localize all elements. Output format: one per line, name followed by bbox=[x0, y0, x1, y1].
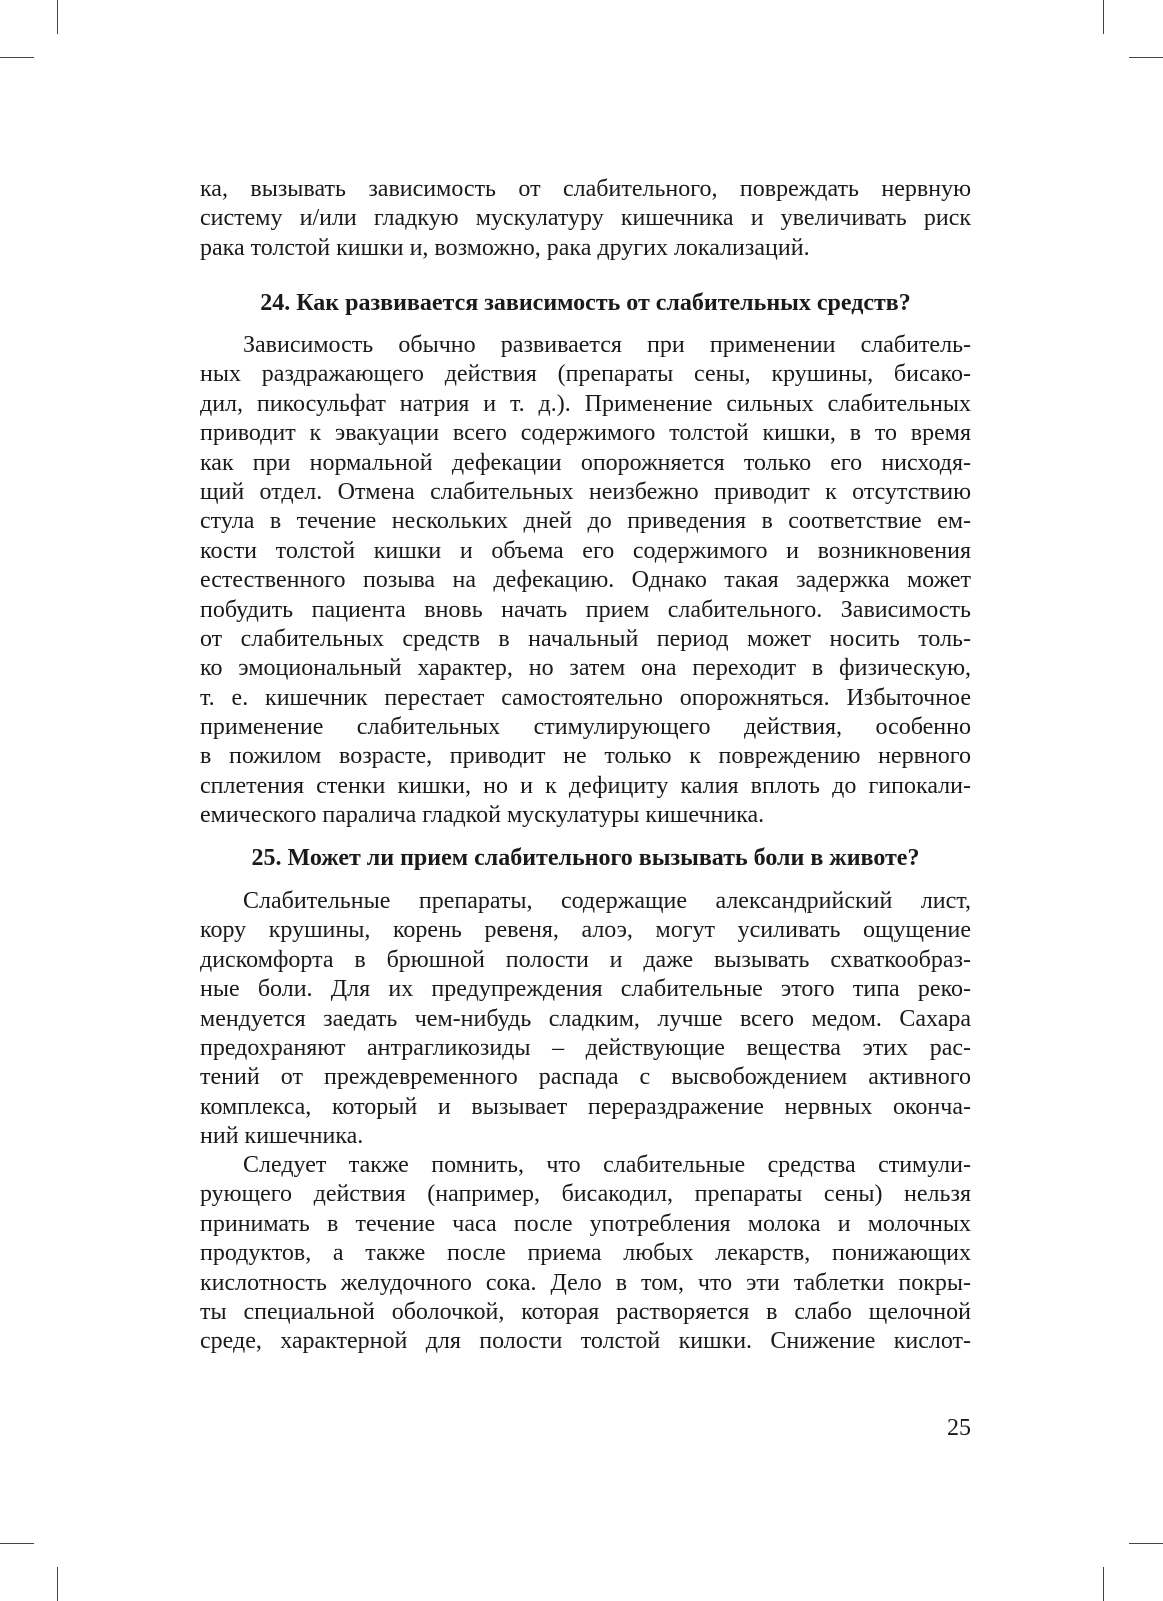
text-line: рующего действия (например, бисакодил, препараты сены) нельзя bbox=[200, 1181, 971, 1208]
text-line: ты специальной оболочкой, которая растворяется в слабо щелочной bbox=[200, 1298, 971, 1325]
text-line: стула в течение нескольких дней до приведения в соответствие ем- bbox=[200, 508, 971, 535]
text-line: дил, пикосульфат натрия и т. д.). Применение сильных слабительных bbox=[200, 390, 971, 417]
text-line: кости толстой кишки и объема его содержимого и возникновения bbox=[200, 537, 971, 564]
paragraph-24 bbox=[200, 331, 971, 831]
question-25-heading: 25. Может ли прием слабительного вызывать боли в животе? bbox=[251, 845, 920, 871]
paragraph-continuation bbox=[200, 175, 971, 263]
text-line: т. е. кишечник перестает самостоятельно опорожняться. Избыточное bbox=[200, 684, 971, 711]
crop-mark-bottom-right-vertical bbox=[1103, 1567, 1104, 1601]
text-line: естественного позыва на дефекацию. Однако такая задержка может bbox=[200, 567, 971, 594]
crop-mark-top-right-horizontal bbox=[1129, 57, 1163, 58]
crop-mark-bottom-left-horizontal bbox=[0, 1543, 34, 1544]
text-line: применение слабительных стимулирующего действия, особенно bbox=[200, 714, 971, 741]
text-line: среде, характерной для полости толстой кишки. Снижение кислот- bbox=[200, 1328, 971, 1355]
text-line: рака толстой кишки и, возможно, рака других локализаций. bbox=[200, 234, 810, 261]
text-line: Следует также помнить, что слабительные средства стимули- bbox=[243, 1152, 971, 1178]
text-line: ко эмоциональный характер, но затем она переходит в физическую, bbox=[200, 655, 971, 682]
text-line: комплекса, который и вызывает перераздражение нервных оконча- bbox=[200, 1093, 971, 1120]
text-line: щий отдел. Отмена слабительных неизбежно приводит к отсутствию bbox=[200, 478, 971, 505]
text-line: продуктов, а также после приема любых лекарств, понижающих bbox=[200, 1240, 971, 1267]
text-line: приводит к эвакуации всего содержимого толстой кишки, в то время bbox=[200, 420, 971, 447]
crop-mark-top-right-vertical bbox=[1103, 0, 1104, 34]
crop-mark-top-left-vertical bbox=[57, 0, 58, 34]
question-24-heading: 24. Как развивается зависимость от слабительных средств? bbox=[260, 290, 911, 316]
text-line: Зависимость обычно развивается при применении слабитель- bbox=[243, 332, 971, 358]
text-line: ка, вызывать зависимость от слабительного, повреждать нервную bbox=[200, 176, 971, 202]
text-line: ных раздражающего действия (препараты сены, крушины, бисако- bbox=[200, 361, 971, 388]
crop-mark-bottom-right-horizontal bbox=[1129, 1543, 1163, 1544]
crop-mark-top-left-horizontal bbox=[0, 57, 34, 58]
text-line: дискомфорта в брюшной полости и даже вызывать схваткообраз- bbox=[200, 946, 971, 973]
text-line: кислотность желудочного сока. Дело в том, что эти таблетки покры- bbox=[200, 1269, 971, 1296]
text-line: ний кишечника. bbox=[200, 1123, 364, 1150]
text-line: принимать в течение часа после употребления молока и молочных bbox=[200, 1210, 971, 1237]
text-line: кору крушины, корень ревеня, алоэ, могут усиливать ощущение bbox=[200, 917, 971, 944]
text-line: ные боли. Для их предупреждения слабительные этого типа реко- bbox=[200, 976, 971, 1003]
paragraph-25a bbox=[200, 887, 971, 1152]
text-line: побудить пациента вновь начать прием слабительного. Зависимость bbox=[200, 596, 971, 623]
text-line: тений от преждевременного распада с высвобождением активного bbox=[200, 1064, 971, 1091]
text-line: мендуется заедать чем-нибудь сладким, лучше всего медом. Сахара bbox=[200, 1005, 971, 1032]
text-line: Слабительные препараты, содержащие александрийский лист, bbox=[243, 888, 971, 914]
text-line: сплетения стенки кишки, но и к дефициту калия вплоть до гипокали- bbox=[200, 772, 971, 799]
text-line: как при нормальной дефекации опорожняется только его нисходя- bbox=[200, 449, 971, 476]
page-number: 25 bbox=[947, 1415, 971, 1441]
text-line: систему и/или гладкую мускулатуру кишечника и увеличивать риск bbox=[200, 205, 971, 232]
text-line: в пожилом возрасте, приводит не только к повреждению нервного bbox=[200, 743, 971, 770]
text-line: предохраняют антрагликозиды – действующие вещества этих рас- bbox=[200, 1034, 971, 1061]
text-line: емического паралича гладкой мускулатуры кишечника. bbox=[200, 802, 765, 829]
crop-mark-bottom-left-vertical bbox=[57, 1567, 58, 1601]
paragraph-25b bbox=[200, 1151, 971, 1357]
text-line: от слабительных средств в начальный период может носить толь- bbox=[200, 625, 971, 652]
